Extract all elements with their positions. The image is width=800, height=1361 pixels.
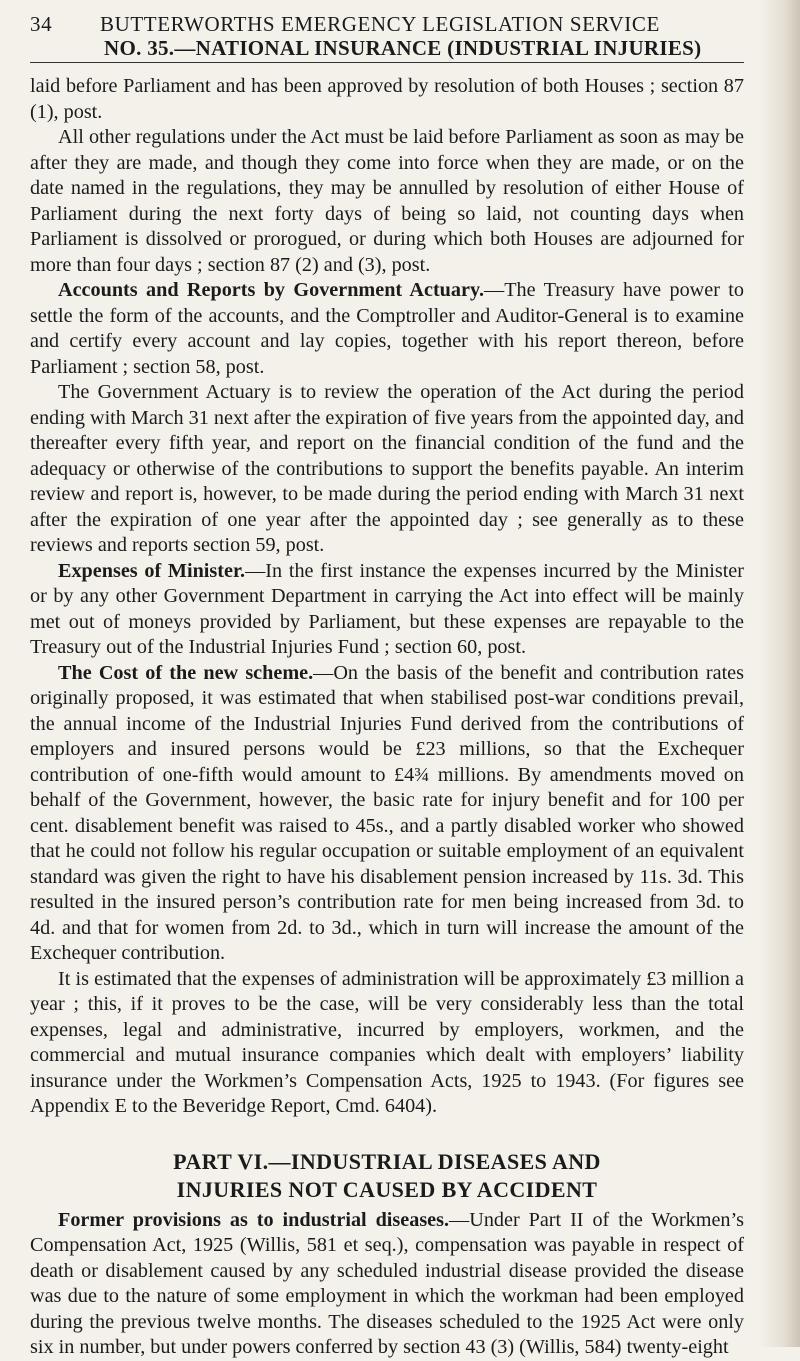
paragraph-text: —In the first instance the expenses incurred by the Minister or by any other Government Department in carrying the Act into effect will be mainly met out of moneys provided by Parliament, but these expenses are repayable to the Treasury out of the Industrial Injuries Fund ; section 60, post. [30,559,744,658]
page-edge-shadow [760,0,800,1347]
section-run-heading: Former provisions as to industrial diseases. [58,1208,450,1231]
paragraph-text: —Under Part II of the Workmen’s Compensation Act, 1925 (Willis, 581 et seq.), compensation was payable in respect of death or disablement caused by any scheduled industrial disease provided the disease was due to the nature of some employment in which the workman had been employed during the previous twelve months. The diseases scheduled to the 1925 Act were only six in number, but under powers conferred by section 43 (3) (Willis, 584) twenty-eight [30,1208,744,1358]
paragraph: The Government Actuary is to review the operation of the Act during the period ending with March 31 next after the expiration of five years from the appointed day, and thereafter every fifth year, and report on the financial condition of the fund and the adequacy or otherwise of the contributions to support the benefits payable. An interim review and report is, however, to be made during the period ending with March 31 next after the expiration of one year after the appointed day ; see generally as to these reviews and reports section 59, post. [30,381,744,556]
part-heading-line: PART VI.—INDUSTRIAL DISEASES AND [173,1148,601,1174]
section-run-heading: Accounts and Reports by Government Actuary. [58,279,484,301]
paragraph: laid before Parliament and has been approved by resolution of both Houses ; section 87 (1), post. [30,75,744,123]
running-header [30,12,750,36]
part-heading [30,1148,744,1204]
part-heading-line: INJURIES NOT CAUSED BY ACCIDENT [176,1176,598,1202]
header-rule [30,62,744,63]
body-text [30,74,744,1361]
paragraph [30,1208,744,1361]
paragraph [30,661,744,967]
page-header [30,12,750,60]
running-title: BUTTERWORTHS EMERGENCY LEGISLATION SERVICE [100,12,660,36]
paragraph [30,278,744,380]
chapter-subtitle: NO. 35.—NATIONAL INSURANCE (INDUSTRIAL INJURIES) [104,36,702,60]
paragraph-text: —The Treasury have power to settle the form of the accounts, and the Comptroller and Auditor-General is to examine and certify every account and lay copies, together with his report thereon, before Parliament ; section 58, post. [30,279,744,378]
paragraph [30,559,744,661]
paragraph: It is estimated that the expenses of administration will be approximately £3 million a year ; this, if it proves to be the case, will be very considerably less than the total expenses, legal and administrative, incurred by employers, workmen, and the commercial and mutual insurance companies which dealt with employers’ liability insurance under the Workmen’s Compensation Acts, 1925 to 1943. (For figures see Appendix E to the Beveridge Report, Cmd. 6404). [30,967,744,1117]
section-run-heading: Expenses of Minister. [58,559,246,582]
paragraph-text: —On the basis of the benefit and contribution rates originally proposed, it was estimated that when stabilised post-war conditions prevail, the annual income of the Industrial Injuries Fund derived from the contributions of employers and insured persons would be £23 millions, so that the Exchequer contribution of one-fifth would amount to £4¾ millions. By amendments moved on behalf of the Government, however, the basic rate for injury benefit and for 100 per cent. disablement benefit was raised to 45s., and a partly disabled worker who showed that he could not follow his regular occupation or suitable employment of an equivalent standard was given the right to have his disablement pension increased by 11s. 3d. This resulted in the insured person’s contribution rate for men being increased from 3d. to 4d. and that for women from 2d. to 3d., which in turn will increase the amount of the Exchequer contribution. [30,661,744,964]
paragraph: All other regulations under the Act must be laid before Parliament as soon as may be after they are made, and though they come into force when they are made, or on the date named in the regulations, they may be annulled by resolution of either House of Parliament during the next forty days of being so laid, not counting days when Parliament is dissolved or prorogued, or during which both Houses are adjourned for more than four days ; section 87 (2) and (3), post. [30,126,744,276]
section-run-heading: The Cost of the new scheme. [58,661,314,684]
page-number: 34 [30,12,53,36]
